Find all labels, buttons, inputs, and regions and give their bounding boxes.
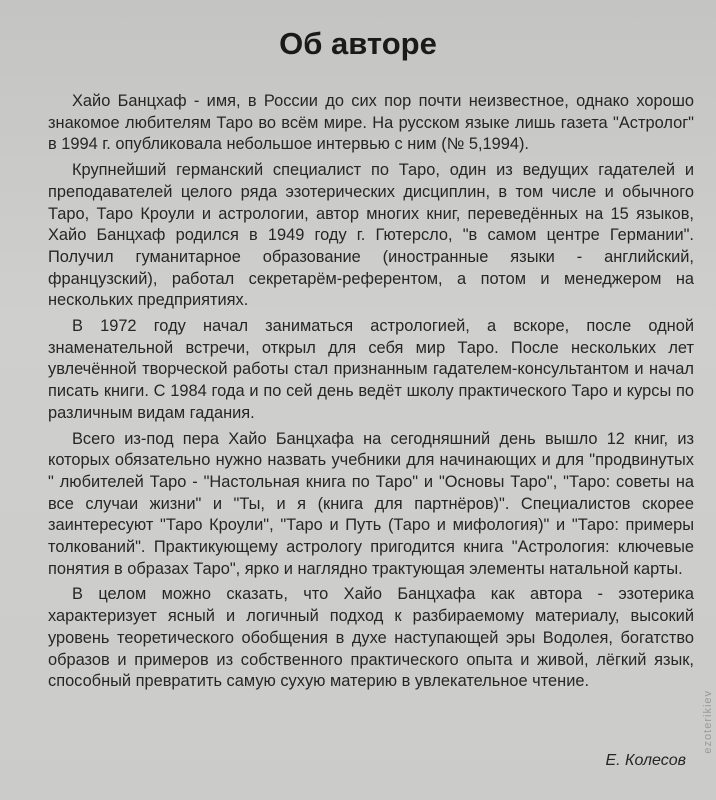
paragraph: Всего из-под пера Хайо Банцхафа на сегодняшний день вышло 12 книг, из которых обязательно нужно назвать учебники для начинающих и для "продвинутых " любителей Таро - "Настольная книга по Таро" и "Основы Таро", "Таро: советы на все случаи жизни" и "Ты, и я (книга для партнёров)". Специалистов скорее заинтересуют "Таро Кроули", "Таро и Путь (Таро и мифология)" и "Таро: примеры толкований". Практикующему астрологу пригодится книга "Астрология: ключевые понятия в образах Таро", ярко и наглядно трактующая элементы натальной карты. <box>48 429 694 578</box>
paragraph: Крупнейший германский специалист по Таро, один из ведущих гадателей и преподавателей целого ряда эзотерических дисциплин, в том числе и обычного Таро, Таро Кроули и астрологии, автор многих книг, переведённых на 15 языков, Хайо Банцхаф родился в 1949 году г. Гютерсло, "в самом центре Германии". Получил гуманитарное образование (иностранные языки - английский, французский), работал секретарём-референтом, а потом и менеджером на нескольких предприятиях. <box>48 161 694 310</box>
page-title: Об авторе <box>279 26 437 61</box>
watermark: ezoterikiev <box>702 690 714 754</box>
author-signature: Е. Колесов <box>605 752 686 769</box>
paragraph: В 1972 году начал заниматься астрологией, а вскоре, после одной знаменательной встречи, открыл для себя мир Таро. После нескольких лет увлечённой творческой работы стал признанным гадателем-консультантом и начал писать книги. С 1984 года и по сей день ведёт школу практического Таро и курсы по различным видам гадания. <box>48 317 694 422</box>
article-body <box>48 91 694 697</box>
paragraph: В целом можно сказать, что Хайо Банцхафа как автора - эзотерика характеризует ясный и логичный подход к разбираемому материалу, высокий уровень теоретического обобщения в духе наступающей эры Водолея, богатство образов и примеров из собственного практического опыта и живой, лёгкий язык, способный превратить самую сухую материю в увлекательное чтение. <box>48 585 694 691</box>
paragraph: Хайо Банцхаф - имя, в России до сих пор почти неизвестное, однако хорошо знакомое любителям Таро во всём мире. На русском языке лишь газета "Астролог" в 1994 г. опубликовала небольшое интервью с ним (№ 5,1994). <box>48 92 694 154</box>
